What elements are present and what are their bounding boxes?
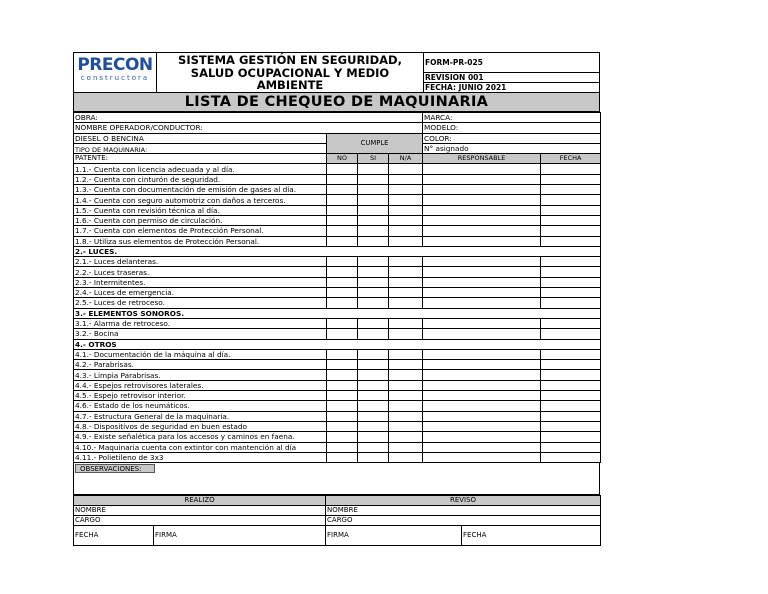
checklist-row — [74, 226, 601, 236]
signature-cargo-row — [74, 516, 601, 526]
section-header-row — [74, 246, 601, 256]
checklist-row — [74, 267, 601, 277]
form-code: FORM-PR-025 — [424, 53, 600, 73]
si-checkbox-cell[interactable] — [358, 185, 389, 195]
si-checkbox-cell[interactable] — [358, 349, 389, 359]
fecha-cell[interactable] — [541, 452, 601, 462]
checklist-row — [74, 370, 601, 380]
item-label: 1.5.- Cuenta con revisión técnica al día. — [74, 205, 327, 215]
si-checkbox-cell[interactable] — [358, 442, 389, 452]
marca-field[interactable]: MARCA: — [423, 113, 601, 123]
form-revision: REVISION 001 — [424, 73, 600, 83]
no-checkbox-cell[interactable] — [327, 277, 358, 287]
item-label: 2.2.- Luces traseras. — [74, 267, 327, 277]
si-checkbox-cell[interactable] — [358, 257, 389, 267]
responsable-cell[interactable] — [423, 195, 541, 205]
responsable-cell[interactable] — [423, 391, 541, 401]
reviso-firma-field[interactable]: FIRMA — [326, 526, 462, 546]
item-label: 1.2.- Cuenta con cinturón de seguridad. — [74, 174, 327, 184]
section-header-row — [74, 308, 601, 318]
na-checkbox-cell[interactable] — [389, 195, 423, 205]
fecha-cell[interactable] — [541, 411, 601, 421]
info-row-obra — [74, 113, 601, 123]
checklist-row — [74, 236, 601, 246]
si-checkbox-cell[interactable] — [358, 288, 389, 298]
fecha-cell[interactable] — [541, 370, 601, 380]
no-checkbox-cell[interactable] — [327, 329, 358, 339]
no-checkbox-cell[interactable] — [327, 349, 358, 359]
fecha-cell[interactable] — [541, 205, 601, 215]
fecha-cell[interactable] — [541, 277, 601, 287]
responsable-cell[interactable] — [423, 411, 541, 421]
item-label: 2.1.- Luces delanteras. — [74, 257, 327, 267]
checklist-row — [74, 318, 601, 328]
checklist-row — [74, 215, 601, 225]
no-checkbox-cell[interactable] — [327, 185, 358, 195]
na-checkbox-cell[interactable] — [389, 288, 423, 298]
responsable-cell[interactable] — [423, 329, 541, 339]
si-checkbox-cell[interactable] — [358, 411, 389, 421]
item-label: 1.8.- Utiliza sus elementos de Protección Personal. — [74, 236, 327, 246]
na-checkbox-cell[interactable] — [389, 205, 423, 215]
checklist-row — [74, 452, 601, 462]
si-checkbox-cell[interactable] — [358, 277, 389, 287]
obra-field[interactable]: OBRA: — [74, 113, 423, 123]
no-checkbox-cell[interactable] — [327, 288, 358, 298]
responsable-cell[interactable] — [423, 432, 541, 442]
na-checkbox-cell[interactable] — [389, 215, 423, 225]
na-checkbox-cell[interactable] — [389, 432, 423, 442]
responsable-cell[interactable] — [423, 452, 541, 462]
fecha-cell[interactable] — [541, 174, 601, 184]
checklist-row — [74, 329, 601, 339]
fecha-cell[interactable] — [541, 215, 601, 225]
fecha-cell[interactable] — [541, 195, 601, 205]
logo-main-text: PRECON — [77, 55, 153, 75]
checklist-row — [74, 411, 601, 421]
section-header-row — [74, 339, 601, 349]
na-checkbox-cell[interactable] — [389, 174, 423, 184]
color-field[interactable]: COLOR: — [423, 133, 601, 143]
fecha-cell[interactable] — [541, 318, 601, 328]
fecha-cell[interactable] — [541, 442, 601, 452]
responsable-cell[interactable] — [423, 257, 541, 267]
no-checkbox-cell[interactable] — [327, 360, 358, 370]
na-checkbox-cell[interactable] — [389, 185, 423, 195]
si-checkbox-cell[interactable] — [358, 452, 389, 462]
responsable-cell[interactable] — [423, 277, 541, 287]
no-checkbox-cell[interactable] — [327, 442, 358, 452]
na-checkbox-cell[interactable] — [389, 360, 423, 370]
section-title: 3.- ELEMENTOS SONOROS. — [74, 308, 601, 318]
responsable-cell[interactable] — [423, 349, 541, 359]
responsable-cell[interactable] — [423, 298, 541, 308]
realizo-nombre-field[interactable]: NOMBRE — [74, 506, 326, 516]
checklist-row — [74, 174, 601, 184]
checklist-row — [74, 380, 601, 390]
form-meta — [423, 53, 601, 92]
asignado-field[interactable]: N° asignado — [423, 143, 601, 153]
page-title: LISTA DE CHEQUEO DE MAQUINARIA — [73, 93, 600, 112]
reviso-cargo-field[interactable]: CARGO — [326, 516, 601, 526]
checklist-row — [74, 442, 601, 452]
item-label: 4.7.- Estructura General de la maquinaria. — [74, 411, 327, 421]
item-label: 4.8.- Dispositivos de seguridad en buen estado — [74, 421, 327, 431]
section-title: 4.- OTROS — [74, 339, 601, 349]
fecha-cell[interactable] — [541, 236, 601, 246]
company-logo — [74, 53, 157, 92]
fecha-cell[interactable] — [541, 401, 601, 411]
no-checkbox-cell[interactable] — [327, 401, 358, 411]
na-checkbox-cell[interactable] — [389, 298, 423, 308]
info-row-operador — [74, 123, 601, 133]
na-checkbox-cell[interactable] — [389, 318, 423, 328]
responsable-cell[interactable] — [423, 380, 541, 390]
checklist-row — [74, 391, 601, 401]
realizo-cargo-field[interactable]: CARGO — [74, 516, 326, 526]
col-no: NO — [327, 154, 358, 164]
fecha-cell[interactable] — [541, 257, 601, 267]
form-date: FECHA: JUNIO 2021 — [425, 83, 507, 92]
checklist-row — [74, 421, 601, 431]
logo-sub-text: constructora — [80, 74, 150, 82]
cumple-header: CUMPLE — [327, 133, 423, 154]
signature-date-row — [74, 526, 601, 546]
si-checkbox-cell[interactable] — [358, 432, 389, 442]
responsable-cell[interactable] — [423, 360, 541, 370]
no-checkbox-cell[interactable] — [327, 174, 358, 184]
col-responsable: RESPONSABLE — [423, 154, 541, 164]
fecha-cell[interactable] — [541, 267, 601, 277]
no-checkbox-cell[interactable] — [327, 205, 358, 215]
item-label: 2.4.- Luces de emergencia. — [74, 288, 327, 298]
si-checkbox-cell[interactable] — [358, 174, 389, 184]
na-checkbox-cell[interactable] — [389, 370, 423, 380]
checklist-row — [74, 185, 601, 195]
realizo-firma-field[interactable]: FIRMA — [154, 526, 326, 546]
si-checkbox-cell[interactable] — [358, 360, 389, 370]
no-checkbox-cell[interactable] — [327, 318, 358, 328]
item-label: 4.4.- Espejos retrovisores laterales. — [74, 380, 327, 390]
item-label: 1.6.- Cuenta con permiso de circulación. — [74, 215, 327, 225]
reviso-fecha-field[interactable]: FECHA — [462, 526, 601, 546]
no-checkbox-cell[interactable] — [327, 257, 358, 267]
checklist-row — [74, 277, 601, 287]
si-checkbox-cell[interactable] — [358, 226, 389, 236]
item-label: 4.10.- Maquinaria cuenta con extintor con mantención al día — [74, 442, 327, 452]
no-checkbox-cell[interactable] — [327, 267, 358, 277]
na-checkbox-cell[interactable] — [389, 421, 423, 431]
no-checkbox-cell[interactable] — [327, 380, 358, 390]
no-checkbox-cell[interactable] — [327, 226, 358, 236]
realizo-header: REALIZÓ — [74, 496, 326, 506]
no-checkbox-cell[interactable] — [327, 298, 358, 308]
si-checkbox-cell[interactable] — [358, 380, 389, 390]
si-checkbox-cell[interactable] — [358, 329, 389, 339]
checklist-row — [74, 288, 601, 298]
info-row-diesel — [74, 133, 601, 143]
na-checkbox-cell[interactable] — [389, 257, 423, 267]
fecha-cell[interactable] — [541, 185, 601, 195]
na-checkbox-cell[interactable] — [389, 164, 423, 174]
na-checkbox-cell[interactable] — [389, 391, 423, 401]
responsable-cell[interactable] — [423, 174, 541, 184]
item-label: 1.3.- Cuenta con documentación de emisión de gases al día. — [74, 185, 327, 195]
si-checkbox-cell[interactable] — [358, 236, 389, 246]
patente-field[interactable]: PATENTE: — [74, 154, 327, 164]
fecha-cell[interactable] — [541, 432, 601, 442]
no-checkbox-cell[interactable] — [327, 215, 358, 225]
item-label: 4.1.- Documentación de la máquina al día. — [74, 349, 327, 359]
checklist-row — [74, 360, 601, 370]
no-checkbox-cell[interactable] — [327, 432, 358, 442]
item-label: 2.5.- Luces de retroceso. — [74, 298, 327, 308]
item-label: 4.9.- Existe señalética para los accesos y caminos en faena. — [74, 432, 327, 442]
observations-label: OBSERVACIONES: — [75, 464, 155, 473]
checklist-row — [74, 349, 601, 359]
checklist-row — [74, 195, 601, 205]
responsable-cell[interactable] — [423, 442, 541, 452]
modelo-field[interactable]: MODELO: — [423, 123, 601, 133]
fecha-cell[interactable] — [541, 360, 601, 370]
responsable-cell[interactable] — [423, 164, 541, 174]
si-checkbox-cell[interactable] — [358, 401, 389, 411]
reviso-nombre-field[interactable]: NOMBRE — [326, 506, 601, 516]
checklist-form — [73, 52, 600, 546]
responsable-cell[interactable] — [423, 205, 541, 215]
item-label: 4.11.- Polietileno de 3x3 — [74, 452, 327, 462]
responsable-cell[interactable] — [423, 318, 541, 328]
checklist-row — [74, 205, 601, 215]
na-checkbox-cell[interactable] — [389, 329, 423, 339]
responsable-cell[interactable] — [423, 288, 541, 298]
col-na: N/A — [389, 154, 423, 164]
item-label: 4.5.- Espejo retrovisor interior. — [74, 391, 327, 401]
responsable-cell[interactable] — [423, 236, 541, 246]
si-checkbox-cell[interactable] — [358, 195, 389, 205]
si-checkbox-cell[interactable] — [358, 164, 389, 174]
responsable-cell[interactable] — [423, 215, 541, 225]
signature-name-row — [74, 506, 601, 516]
na-checkbox-cell[interactable] — [389, 411, 423, 421]
na-checkbox-cell[interactable] — [389, 442, 423, 452]
item-label: 1.4.- Cuenta con seguro automotriz con daños a terceros. — [74, 195, 327, 205]
item-label: 1.7.- Cuenta con elementos de Protección Personal. — [74, 226, 327, 236]
na-checkbox-cell[interactable] — [389, 267, 423, 277]
fecha-cell[interactable] — [541, 329, 601, 339]
section-title: 2.- LUCES. — [74, 246, 601, 256]
signature-header-row — [74, 496, 601, 506]
no-checkbox-cell[interactable] — [327, 195, 358, 205]
diesel-field[interactable]: DIESEL O BENCINA — [74, 133, 327, 143]
fecha-cell[interactable] — [541, 349, 601, 359]
item-label: 1.1.- Cuenta con licencia adecuada y al día. — [74, 164, 327, 174]
no-checkbox-cell[interactable] — [327, 411, 358, 421]
checklist-table — [73, 112, 601, 463]
observations-box[interactable] — [73, 463, 600, 495]
item-label: 3.2.- Bocina — [74, 329, 327, 339]
responsable-cell[interactable] — [423, 370, 541, 380]
si-checkbox-cell[interactable] — [358, 318, 389, 328]
item-label: 4.3.- Limpia Parabrisas. — [74, 370, 327, 380]
checklist-row — [74, 257, 601, 267]
system-title: SISTEMA GESTIÓN EN SEGURIDAD, SALUD OCUPACIONAL Y MEDIO AMBIENTE — [178, 53, 402, 92]
si-checkbox-cell[interactable] — [358, 215, 389, 225]
na-checkbox-cell[interactable] — [389, 236, 423, 246]
form-header — [73, 52, 600, 93]
signature-table — [73, 495, 601, 546]
fecha-cell[interactable] — [541, 226, 601, 236]
si-checkbox-cell[interactable] — [358, 205, 389, 215]
checklist-row — [74, 432, 601, 442]
responsable-cell[interactable] — [423, 401, 541, 411]
si-checkbox-cell[interactable] — [358, 391, 389, 401]
si-checkbox-cell[interactable] — [358, 298, 389, 308]
no-checkbox-cell[interactable] — [327, 421, 358, 431]
responsable-cell[interactable] — [423, 185, 541, 195]
fecha-cell[interactable] — [541, 391, 601, 401]
responsable-cell[interactable] — [423, 421, 541, 431]
item-label: 4.6.- Estado de los neumáticos. — [74, 401, 327, 411]
responsable-cell[interactable] — [423, 226, 541, 236]
fecha-cell[interactable] — [541, 298, 601, 308]
no-checkbox-cell[interactable] — [327, 370, 358, 380]
fecha-cell[interactable] — [541, 164, 601, 174]
item-label: 2.3.- Intermitentes. — [74, 277, 327, 287]
responsable-cell[interactable] — [423, 267, 541, 277]
item-label: 3.1.- Alarma de retroceso. — [74, 318, 327, 328]
column-header-row — [74, 154, 601, 164]
realizo-fecha-field[interactable]: FECHA — [74, 526, 154, 546]
si-checkbox-cell[interactable] — [358, 370, 389, 380]
na-checkbox-cell[interactable] — [389, 277, 423, 287]
tipo-maquinaria-field[interactable]: TIPO DE MAQUINARIA: — [74, 143, 327, 153]
na-checkbox-cell[interactable] — [389, 380, 423, 390]
checklist-row — [74, 298, 601, 308]
na-checkbox-cell[interactable] — [389, 226, 423, 236]
na-checkbox-cell[interactable] — [389, 401, 423, 411]
checklist-row — [74, 401, 601, 411]
col-fecha: FECHA — [541, 154, 601, 164]
reviso-header: REVISÓ — [326, 496, 601, 506]
fecha-cell[interactable] — [541, 421, 601, 431]
fecha-cell[interactable] — [541, 380, 601, 390]
no-checkbox-cell[interactable] — [327, 391, 358, 401]
na-checkbox-cell[interactable] — [389, 349, 423, 359]
fecha-cell[interactable] — [541, 288, 601, 298]
no-checkbox-cell[interactable] — [327, 236, 358, 246]
item-label: 4.2.- Parabrisas. — [74, 360, 327, 370]
si-checkbox-cell[interactable] — [358, 267, 389, 277]
si-checkbox-cell[interactable] — [358, 421, 389, 431]
checklist-row — [74, 164, 601, 174]
col-si: SI — [358, 154, 389, 164]
no-checkbox-cell[interactable] — [327, 452, 358, 462]
operador-field[interactable]: NOMBRE OPERADOR/CONDUCTOR: — [74, 123, 423, 133]
no-checkbox-cell[interactable] — [327, 164, 358, 174]
na-checkbox-cell[interactable] — [389, 452, 423, 462]
